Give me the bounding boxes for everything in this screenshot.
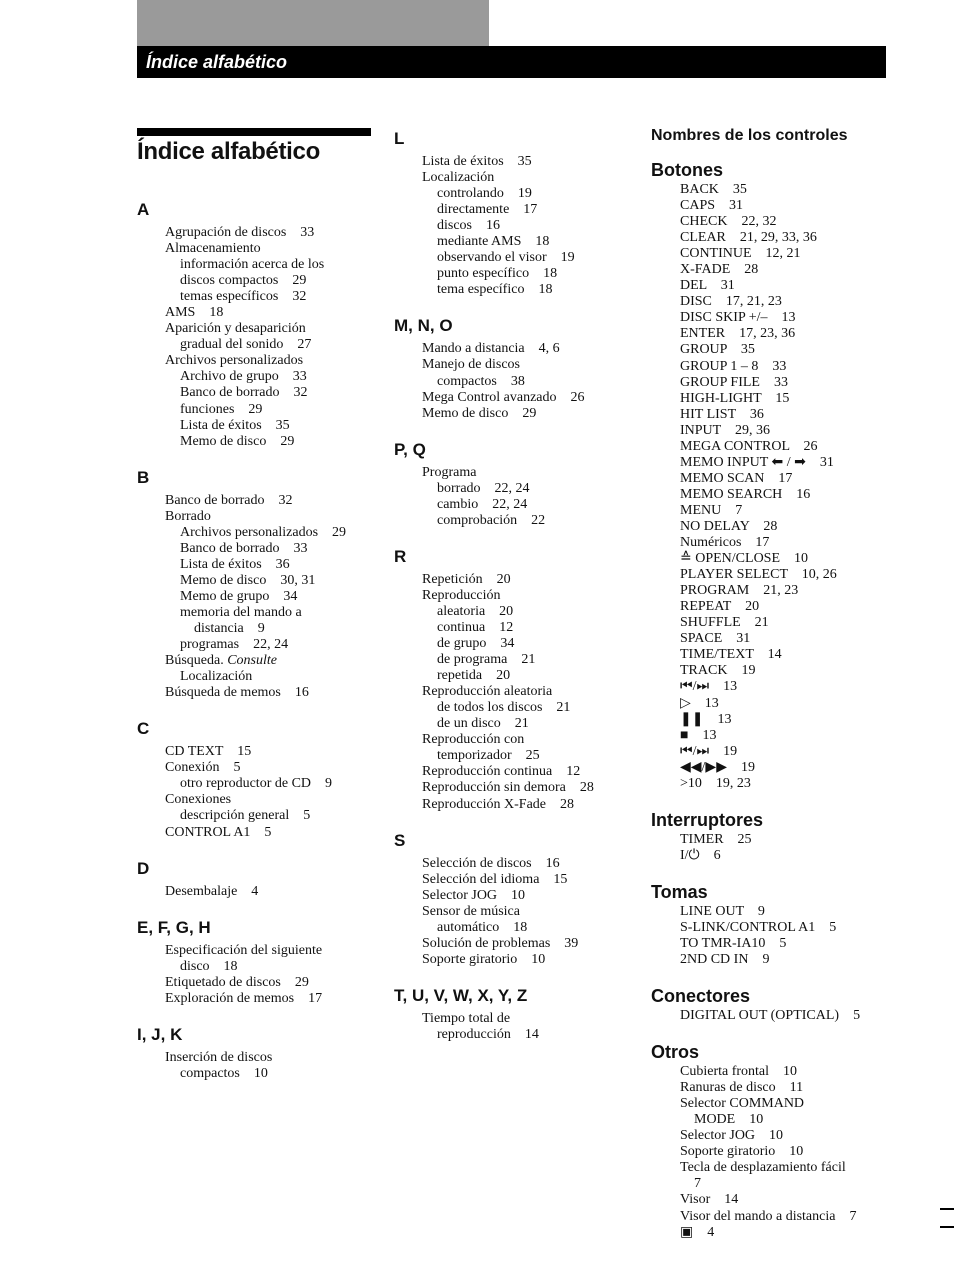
index-letter-heading: E, F, G, H bbox=[137, 917, 211, 937]
index-entry: Programa bbox=[422, 464, 477, 480]
control-entry: MENU 7 bbox=[680, 502, 743, 518]
control-entry: PLAYER SELECT 10, 26 bbox=[680, 567, 837, 583]
index-entry: Desembalaje 4 bbox=[165, 883, 259, 899]
index-section bbox=[394, 316, 634, 421]
index-entry: Banco de borrado 32 bbox=[165, 492, 293, 508]
index-entry: Reproducción aleatoria bbox=[422, 684, 553, 700]
index-entry: AMS 18 bbox=[165, 305, 224, 321]
control-entry: >10 19, 23 bbox=[680, 775, 751, 791]
index-letter-heading: S bbox=[394, 830, 406, 850]
index-entry: compactos 10 bbox=[180, 1065, 268, 1081]
index-letter-heading: M, N, O bbox=[394, 316, 453, 336]
index-section bbox=[137, 200, 377, 450]
index-entry: automático 18 bbox=[437, 919, 528, 935]
index-entry: Solución de problemas 39 bbox=[422, 935, 579, 951]
index-entry: temas específicos 32 bbox=[180, 289, 307, 305]
section-header-label: Índice alfabético bbox=[146, 52, 288, 72]
control-entry: Selector JOG 10 bbox=[680, 1128, 784, 1144]
control-entry: NO DELAY 28 bbox=[680, 518, 778, 534]
control-entry: GROUP FILE 33 bbox=[680, 374, 788, 390]
index-entry: Lista de éxitos 35 bbox=[422, 154, 532, 169]
index-entry: de un disco 21 bbox=[437, 716, 529, 732]
index-section bbox=[394, 129, 634, 298]
control-entry: HIGH-LIGHT 15 bbox=[680, 390, 790, 406]
index-entry: Memo de disco 29 bbox=[180, 433, 295, 449]
index-entry: información acerca de los bbox=[180, 257, 325, 273]
index-section bbox=[137, 859, 377, 900]
index-entry: disco 18 bbox=[180, 958, 238, 974]
control-entry: Numéricos 17 bbox=[680, 535, 770, 551]
control-entry: ⏮/⏭ 19 bbox=[680, 743, 738, 759]
index-letter-heading: B bbox=[137, 467, 150, 487]
index-entry: Mando a distancia 4, 6 bbox=[422, 341, 560, 357]
index-entry: Especificación del siguiente bbox=[165, 942, 323, 958]
index-entry: reproducción 14 bbox=[437, 1026, 539, 1042]
control-entry: MEMO SEARCH 16 bbox=[680, 486, 811, 502]
index-letter-heading: D bbox=[137, 858, 150, 878]
control-entry: TRACK 19 bbox=[680, 663, 756, 679]
header-gray-block bbox=[137, 0, 489, 46]
control-entry: LINE OUT 9 bbox=[680, 903, 765, 919]
control-entry: Ranuras de disco 11 bbox=[680, 1080, 804, 1096]
index-section bbox=[137, 1025, 377, 1082]
control-entry: X-FADE 28 bbox=[680, 262, 759, 278]
index-entry: gradual del sonido 27 bbox=[180, 337, 312, 353]
index-section bbox=[394, 440, 634, 529]
index-entry: temporizador 25 bbox=[437, 748, 540, 764]
index-entry: tema específico 18 bbox=[437, 282, 553, 298]
index-entry: cambio 22, 24 bbox=[437, 496, 528, 512]
index-entry: borrado 22, 24 bbox=[437, 480, 530, 496]
index-entry: Exploración de memos 17 bbox=[165, 990, 323, 1006]
index-entry: Banco de borrado 32 bbox=[180, 385, 308, 401]
index-entry: Lista de éxitos 36 bbox=[180, 556, 290, 572]
control-entry: REPEAT 20 bbox=[680, 599, 760, 615]
index-letter-heading: C bbox=[137, 719, 150, 739]
control-entry: MEMO INPUT ⬅ / ➡ 31 bbox=[680, 454, 834, 470]
control-entry: I/⏻ 6 bbox=[680, 847, 721, 863]
controls-section bbox=[651, 986, 901, 1024]
index-entry: Banco de borrado 33 bbox=[180, 540, 308, 556]
control-entry: ▣ 4 bbox=[680, 1224, 715, 1240]
control-entry: CONTINUE 12, 21 bbox=[680, 246, 801, 262]
index-entry: Aparición y desaparición bbox=[165, 321, 306, 337]
index-column-2 bbox=[394, 129, 634, 1043]
title-rule bbox=[137, 128, 371, 136]
index-column-1 bbox=[137, 200, 377, 1082]
control-entry: TIME/TEXT 14 bbox=[680, 647, 782, 663]
control-entry: Tecla de desplazamiento fácil bbox=[680, 1160, 846, 1176]
index-entry: Localización bbox=[422, 170, 495, 186]
index-letter-heading: I, J, K bbox=[137, 1024, 183, 1044]
index-entry: Almacenamiento bbox=[165, 241, 261, 257]
control-entry: BACK 35 bbox=[680, 182, 747, 197]
index-entry: CONTROL A1 5 bbox=[165, 824, 272, 840]
index-entry: Archivos personalizados bbox=[165, 353, 304, 369]
controls-section bbox=[651, 810, 901, 864]
index-section bbox=[394, 986, 634, 1043]
index-entry: discos compactos 29 bbox=[180, 273, 307, 289]
control-entry: CAPS 31 bbox=[680, 198, 744, 214]
index-entry: Archivos personalizados 29 bbox=[180, 524, 347, 540]
index-letter-heading: P, Q bbox=[394, 439, 426, 459]
control-entry: MODE 10 bbox=[694, 1112, 764, 1128]
index-entry: distancia 9 bbox=[194, 621, 265, 637]
control-entry: ENTER 17, 23, 36 bbox=[680, 326, 796, 342]
index-letter-heading: T, U, V, W, X, Y, Z bbox=[394, 985, 528, 1005]
index-entry: Archivo de grupo 33 bbox=[180, 369, 307, 385]
index-entry: Reproducción con bbox=[422, 732, 525, 748]
index-entry: descripción general 5 bbox=[180, 808, 311, 824]
margin-mark-bottom bbox=[940, 1226, 954, 1228]
control-entry: GROUP 35 bbox=[680, 342, 755, 358]
index-section bbox=[137, 468, 377, 702]
controls-section bbox=[651, 160, 901, 792]
control-entry: DISC SKIP +/– 13 bbox=[680, 310, 796, 326]
control-entry: PROGRAM 21, 23 bbox=[680, 583, 799, 599]
index-entry: observando el visor 19 bbox=[437, 250, 575, 266]
index-entry: memoria del mando a bbox=[180, 604, 302, 620]
index-letter-heading: L bbox=[394, 129, 405, 148]
index-entry: Reproducción continua 12 bbox=[422, 764, 581, 780]
index-entry: Agrupación de discos 33 bbox=[165, 225, 315, 240]
controls-section-heading: Botones bbox=[651, 160, 723, 180]
control-entry: GROUP 1 – 8 33 bbox=[680, 358, 787, 374]
index-entry: Selección de discos 16 bbox=[422, 855, 560, 871]
controls-subtitle: Nombres de los controles bbox=[651, 127, 848, 144]
index-entry: Selector JOG 10 bbox=[422, 887, 526, 903]
index-entry: de todos los discos 21 bbox=[437, 700, 571, 716]
index-section bbox=[394, 831, 634, 968]
control-entry: TO TMR-IA10 5 bbox=[680, 935, 787, 951]
control-entry: SHUFFLE 21 bbox=[680, 615, 769, 631]
control-entry: 7 bbox=[694, 1176, 701, 1192]
control-entry: DEL 31 bbox=[680, 278, 735, 294]
control-entry: 2ND CD IN 9 bbox=[680, 952, 770, 968]
index-entry: punto específico 18 bbox=[437, 266, 558, 282]
index-entry: CD TEXT 15 bbox=[165, 744, 252, 760]
control-entry: MEGA CONTROL 26 bbox=[680, 438, 818, 454]
index-entry: controlando 19 bbox=[437, 186, 532, 202]
index-section bbox=[137, 719, 377, 840]
index-entry: Inserción de discos bbox=[165, 1049, 273, 1065]
index-entry: Tiempo total de bbox=[422, 1010, 511, 1026]
index-entry: Repetición 20 bbox=[422, 571, 511, 587]
controls-section-heading: Tomas bbox=[651, 881, 708, 902]
controls-section-heading: Conectores bbox=[651, 986, 751, 1007]
control-entry: Soporte giratorio 10 bbox=[680, 1144, 804, 1160]
index-entry: comprobación 22 bbox=[437, 512, 546, 528]
index-entry: Localización bbox=[180, 669, 253, 685]
index-entry: Conexión 5 bbox=[165, 760, 241, 776]
control-entry: ▷ 13 bbox=[680, 695, 719, 711]
index-entry: repetida 20 bbox=[437, 668, 511, 684]
control-entry: ◀◀/▶▶ 19 bbox=[680, 759, 755, 775]
index-entry: Sensor de música bbox=[422, 903, 520, 919]
index-section bbox=[394, 547, 634, 813]
control-entry: DISC 17, 21, 23 bbox=[680, 294, 782, 310]
controls-section bbox=[651, 882, 901, 968]
index-entry: Manejo de discos bbox=[422, 357, 520, 373]
index-entry: directamente 17 bbox=[437, 202, 538, 218]
control-entry: ⏮/⏭ 13 bbox=[680, 679, 738, 695]
index-section bbox=[137, 918, 377, 1007]
index-letter-heading: R bbox=[394, 546, 407, 566]
index-entry: Reproducción X-Fade 28 bbox=[422, 796, 575, 812]
index-entry: Búsqueda de memos 16 bbox=[165, 685, 309, 701]
index-entry: Mega Control avanzado 26 bbox=[422, 389, 585, 405]
section-header-bar bbox=[137, 46, 886, 78]
index-entry: Etiquetado de discos 29 bbox=[165, 974, 309, 990]
margin-mark-top bbox=[940, 1208, 954, 1210]
index-entry: de programa 21 bbox=[437, 652, 536, 668]
index-entry: Reproducción sin demora 28 bbox=[422, 780, 594, 796]
control-entry: SPACE 31 bbox=[680, 631, 751, 647]
index-entry: programas 22, 24 bbox=[180, 637, 289, 653]
index-entry: Memo de grupo 34 bbox=[180, 588, 298, 604]
page-title: Índice alfabético bbox=[137, 138, 320, 165]
control-entry: CLEAR 21, 29, 33, 36 bbox=[680, 230, 817, 246]
controls-section bbox=[651, 1042, 901, 1241]
control-entry: Visor del mando a distancia 7 bbox=[680, 1208, 857, 1224]
control-entry: Cubierta frontal 10 bbox=[680, 1064, 798, 1080]
index-entry: Borrado bbox=[165, 508, 211, 524]
control-entry: DIGITAL OUT (OPTICAL) 5 bbox=[680, 1008, 861, 1024]
index-entry: Soporte giratorio 10 bbox=[422, 951, 546, 967]
control-entry: S-LINK/CONTROL A1 5 bbox=[680, 919, 837, 935]
index-entry: Memo de disco 29 bbox=[422, 405, 537, 421]
control-entry: Visor 14 bbox=[680, 1192, 739, 1208]
control-entry: ≙ OPEN/CLOSE 10 bbox=[680, 551, 809, 567]
index-letter-heading: A bbox=[137, 200, 150, 219]
controls-section-heading: Interruptores bbox=[651, 809, 764, 830]
index-entry: Memo de disco 30, 31 bbox=[180, 572, 316, 588]
index-entry: Búsqueda. Consulte bbox=[165, 653, 277, 669]
index-entry: Conexiones bbox=[165, 792, 232, 808]
control-entry: MEMO SCAN 17 bbox=[680, 470, 793, 486]
control-entry: TIMER 25 bbox=[680, 831, 752, 847]
index-entry: Selección del idioma 15 bbox=[422, 871, 568, 887]
control-entry: Selector COMMAND bbox=[680, 1096, 805, 1112]
control-entry: ■ 13 bbox=[680, 727, 717, 743]
control-entry: CHECK 22, 32 bbox=[680, 214, 777, 230]
controls-column bbox=[651, 126, 901, 1241]
controls-section-heading: Otros bbox=[651, 1042, 700, 1063]
index-entry: Reproducción bbox=[422, 587, 501, 603]
index-entry: otro reproductor de CD 9 bbox=[180, 776, 333, 792]
index-entry: continua 12 bbox=[437, 619, 514, 635]
index-entry: de grupo 34 bbox=[437, 636, 515, 652]
index-entry: compactos 38 bbox=[437, 373, 525, 389]
control-entry: INPUT 29, 36 bbox=[680, 422, 770, 438]
index-entry: aleatoria 20 bbox=[437, 603, 514, 619]
index-entry: funciones 29 bbox=[180, 401, 263, 417]
control-entry: ❚❚ 13 bbox=[680, 711, 732, 727]
index-entry: mediante AMS 18 bbox=[437, 234, 550, 250]
index-entry: Lista de éxitos 35 bbox=[180, 417, 290, 433]
index-entry: discos 16 bbox=[437, 218, 500, 234]
control-entry: HIT LIST 36 bbox=[680, 406, 764, 422]
